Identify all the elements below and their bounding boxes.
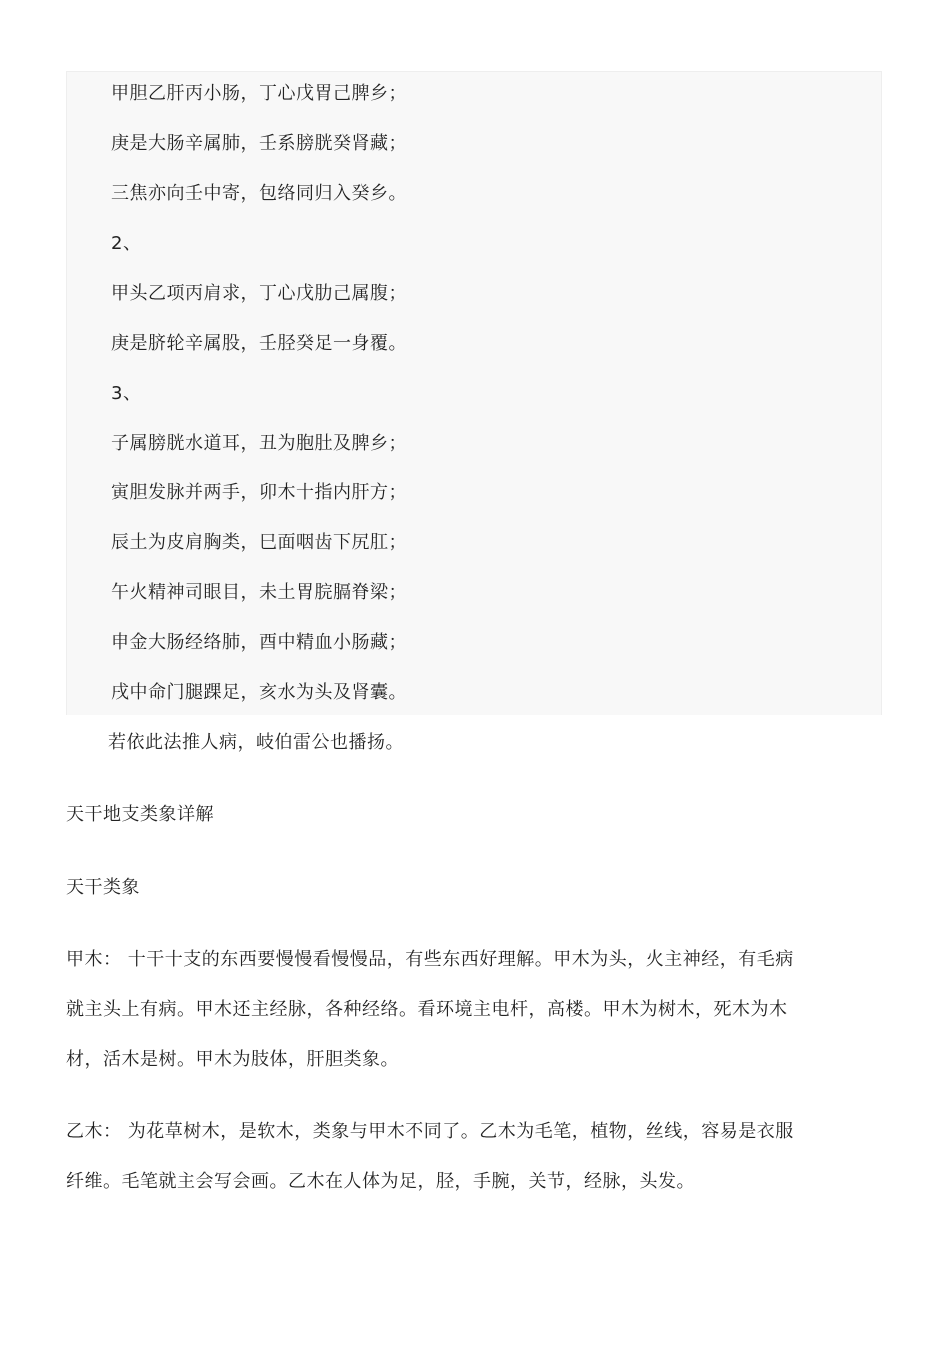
quote-line: 辰土为皮肩胸类，巳面咽齿下尻肛； [111,532,407,553]
closing-verse-line: 若依此法推人病，岐伯雷公也播扬。 [108,732,404,753]
quote-line: 子属膀胱水道耳，丑为胞肚及脾乡； [111,433,407,454]
quote-line: 寅胆发脉并两手，卯木十指内肝方； [111,482,407,503]
quote-line: 申金大肠经络肺，酉中精血小肠藏； [111,632,407,653]
quote-block [66,71,882,715]
quote-line: 3、 [111,383,142,404]
quote-line: 三焦亦向壬中寄，包络同归入癸乡。 [111,183,407,204]
paragraph-jia-wood [66,948,826,1072]
paragraph-line: 乙木： 为花草树木，是软木，类象与甲木不同了。乙木为毛笔，植物，丝线，容易是衣服 [66,1121,794,1142]
paragraph-line: 纤维。毛笔就主会写会画。乙木在人体为足，胫，手腕，关节，经脉，头发。 [66,1171,695,1192]
quote-line: 午火精神司眼目，未土胃脘膈脊梁； [111,582,407,603]
subsection-title: 天干类象 [66,877,140,898]
quote-line: 戌中命门腿踝足，亥水为头及肾囊。 [111,682,407,703]
quote-line: 甲胆乙肝丙小肠，丁心戊胃己脾乡； [111,83,407,104]
quote-line: 庚是脐轮辛属股，壬胫癸足一身覆。 [111,333,407,354]
paragraph-line: 材，活木是树。甲木为肢体，肝胆类象。 [66,1049,399,1070]
quote-line: 2、 [111,233,142,254]
paragraph-line: 甲木： 十干十支的东西要慢慢看慢慢品，有些东西好理解。甲木为头，火主神经，有毛病 [66,949,794,970]
quote-line: 甲头乙项丙肩求，丁心戊肋己属腹； [111,283,407,304]
paragraph-line: 就主头上有病。甲木还主经脉，各种经络。看环境主电杆，高楼。甲木为树木，死木为木 [66,999,788,1020]
paragraph-yi-wood [66,1120,826,1194]
quote-line: 庚是大肠辛属肺，壬系膀胱癸肾藏； [111,133,407,154]
section-title: 天干地支类象详解 [66,804,214,825]
